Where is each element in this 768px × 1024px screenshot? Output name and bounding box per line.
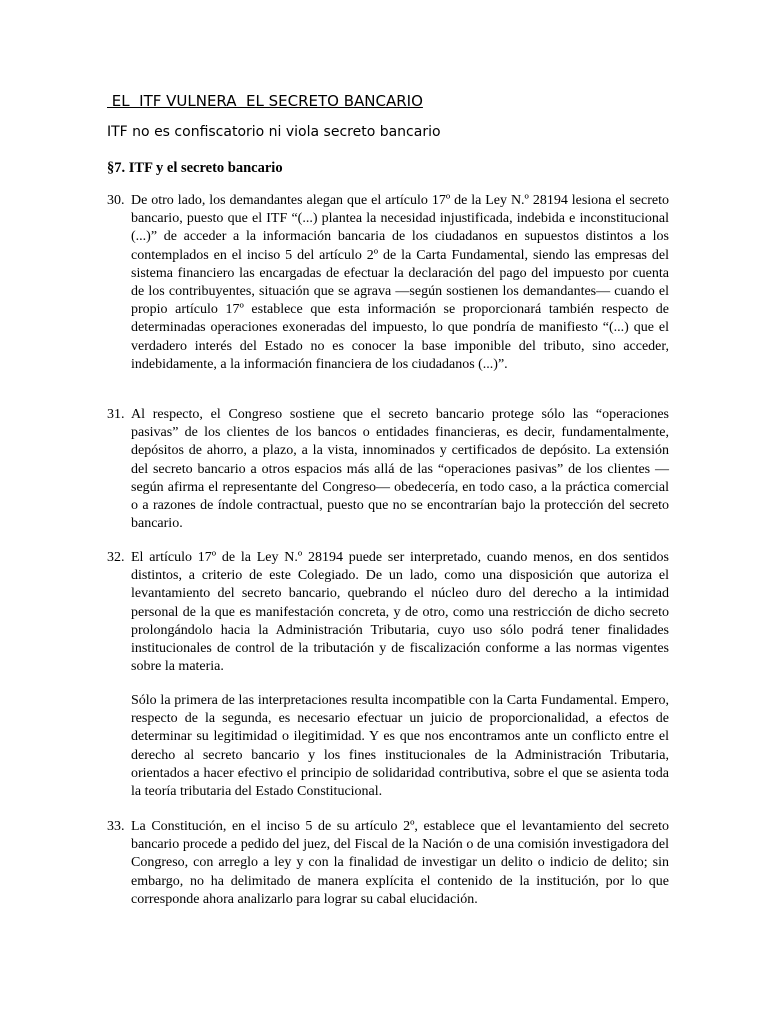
section-heading: §7. ITF y el secreto bancario xyxy=(107,160,283,176)
document-subtitle: ITF no es confiscatorio ni viola secreto bancario xyxy=(107,124,441,140)
paragraph-number: 30. xyxy=(107,193,125,208)
paragraph-number: 33. xyxy=(107,819,125,834)
document-title: EL ITF VULNERA EL SECRETO BANCARIO xyxy=(107,92,423,110)
paragraph-number: 31. xyxy=(107,407,125,422)
paragraph-text: De otro lado, los demandantes alegan que el artículo 17º de la Ley N.º 28194 lesiona el secreto bancario, puesto que el ITF “(...) plantea la necesidad injustificada, indebida e inconstitucional (...)” de acceder a la información bancaria de los ciudadanos en supuestos distintos a los contemplados en el inciso 5 del artículo 2º de la Carta Fundamental, siendo las empresas del sistema financiero las encargadas de efectuar la declaración del pago del impuesto por cuenta de los contribuyentes, situación que se agrava —según sostienen los demandantes— cuando el propio artículo 17º establece que esta información se proporcionará también respecto de determinadas operaciones exoneradas del impuesto, lo que pondría de manifiesto “(...) que el verdadero interés del Estado no es conocer la base imponible del tributo, sino acceder, indebidamente, a la información financiera de los ciudadanos (...)”. xyxy=(131,193,669,372)
paragraph-text: El artículo 17º de la Ley N.º 28194 puede ser interpretado, cuando menos, en dos sentidos distintos, a criterio de este Colegiado. De un lado, como una disposición que autoriza el levantamiento del secreto bancario, quebrando el núcleo duro del derecho a la intimidad personal de la que es manifestación concreta, y de otro, como una restricción de dicho secreto prolongándolo hacia la Administración Tributaria, cuyo uso sólo podrá tener finalidades institucionales de control de la tributación y de fiscalización conforme a las normas vigentes sobre la materia. xyxy=(131,550,669,675)
paragraph-number: 32. xyxy=(107,550,125,565)
paragraph-text: Sólo la primera de las interpretaciones resulta incompatible con la Carta Fundamental. Empero, respecto de la segunda, es necesario efectuar un juicio de proporcionalidad, a efectos de determinar su legitimidad o ilegitimidad. Y es que nos encontramos ante un conflicto entre el derecho al secreto bancario y los fines institucionales de la Administración Tributaria, orientados a hacer efectivo el principio de solidaridad contributiva, sobre el que se asienta toda la teoría tributaria del Estado Constitucional. xyxy=(131,693,669,800)
paragraph-text: Al respecto, el Congreso sostiene que el secreto bancario protege sólo las “operaciones pasivas” de los clientes de los bancos o entidades financieras, es decir, fundamentalmente, depósitos de ahorro, a plazo, a la vista, innominados y certificados de depósito. La extensión del secreto bancario a otros espacios más allá de las “operaciones pasivas” de los clientes —según afirma el representante del Congreso— obedecería, en todo caso, a la práctica comercial o a razones de índole contractual, puesto que no se encontrarían bajo la protección del secreto bancario. xyxy=(131,407,669,532)
paragraph-text: La Constitución, en el inciso 5 de su artículo 2º, establece que el levantamiento del secreto bancario procede a pedido del juez, del Fiscal de la Nación o de una comisión investigadora del Congreso, con arreglo a ley y con la finalidad de investigar un delito o indicio de delito; sin embargo, no ha delimitado de manera explícita el contenido de la institución, por lo que corresponde ahora analizarlo para lograr su cabal elucidación. xyxy=(131,819,669,907)
